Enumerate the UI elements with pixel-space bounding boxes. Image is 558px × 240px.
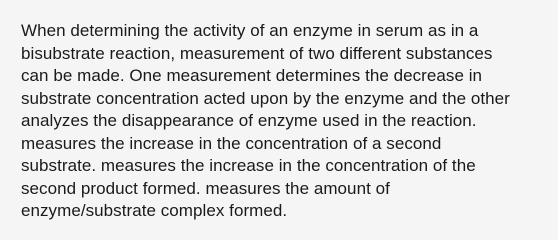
text-line: When determining the activity of an enzyme in serum as in a [21, 21, 479, 40]
text-line: measures the increase in the concentration of a second [21, 133, 442, 153]
text-line: can be made. One measurement determines the decrease in [21, 66, 483, 85]
text-line: bisubstrate reaction, measurement of two different substances [21, 43, 493, 63]
text-line: analyzes the disappearance of enzyme used in the reaction. [21, 111, 477, 130]
text-line: substrate concentration acted upon by the enzyme and the other [21, 88, 510, 108]
text-line: substrate. measures the increase in the concentration of the [21, 156, 476, 175]
question-text [21, 20, 541, 223]
text-line: second product formed. measures the amount of [21, 178, 390, 198]
text-line: enzyme/substrate complex formed. [21, 201, 288, 220]
